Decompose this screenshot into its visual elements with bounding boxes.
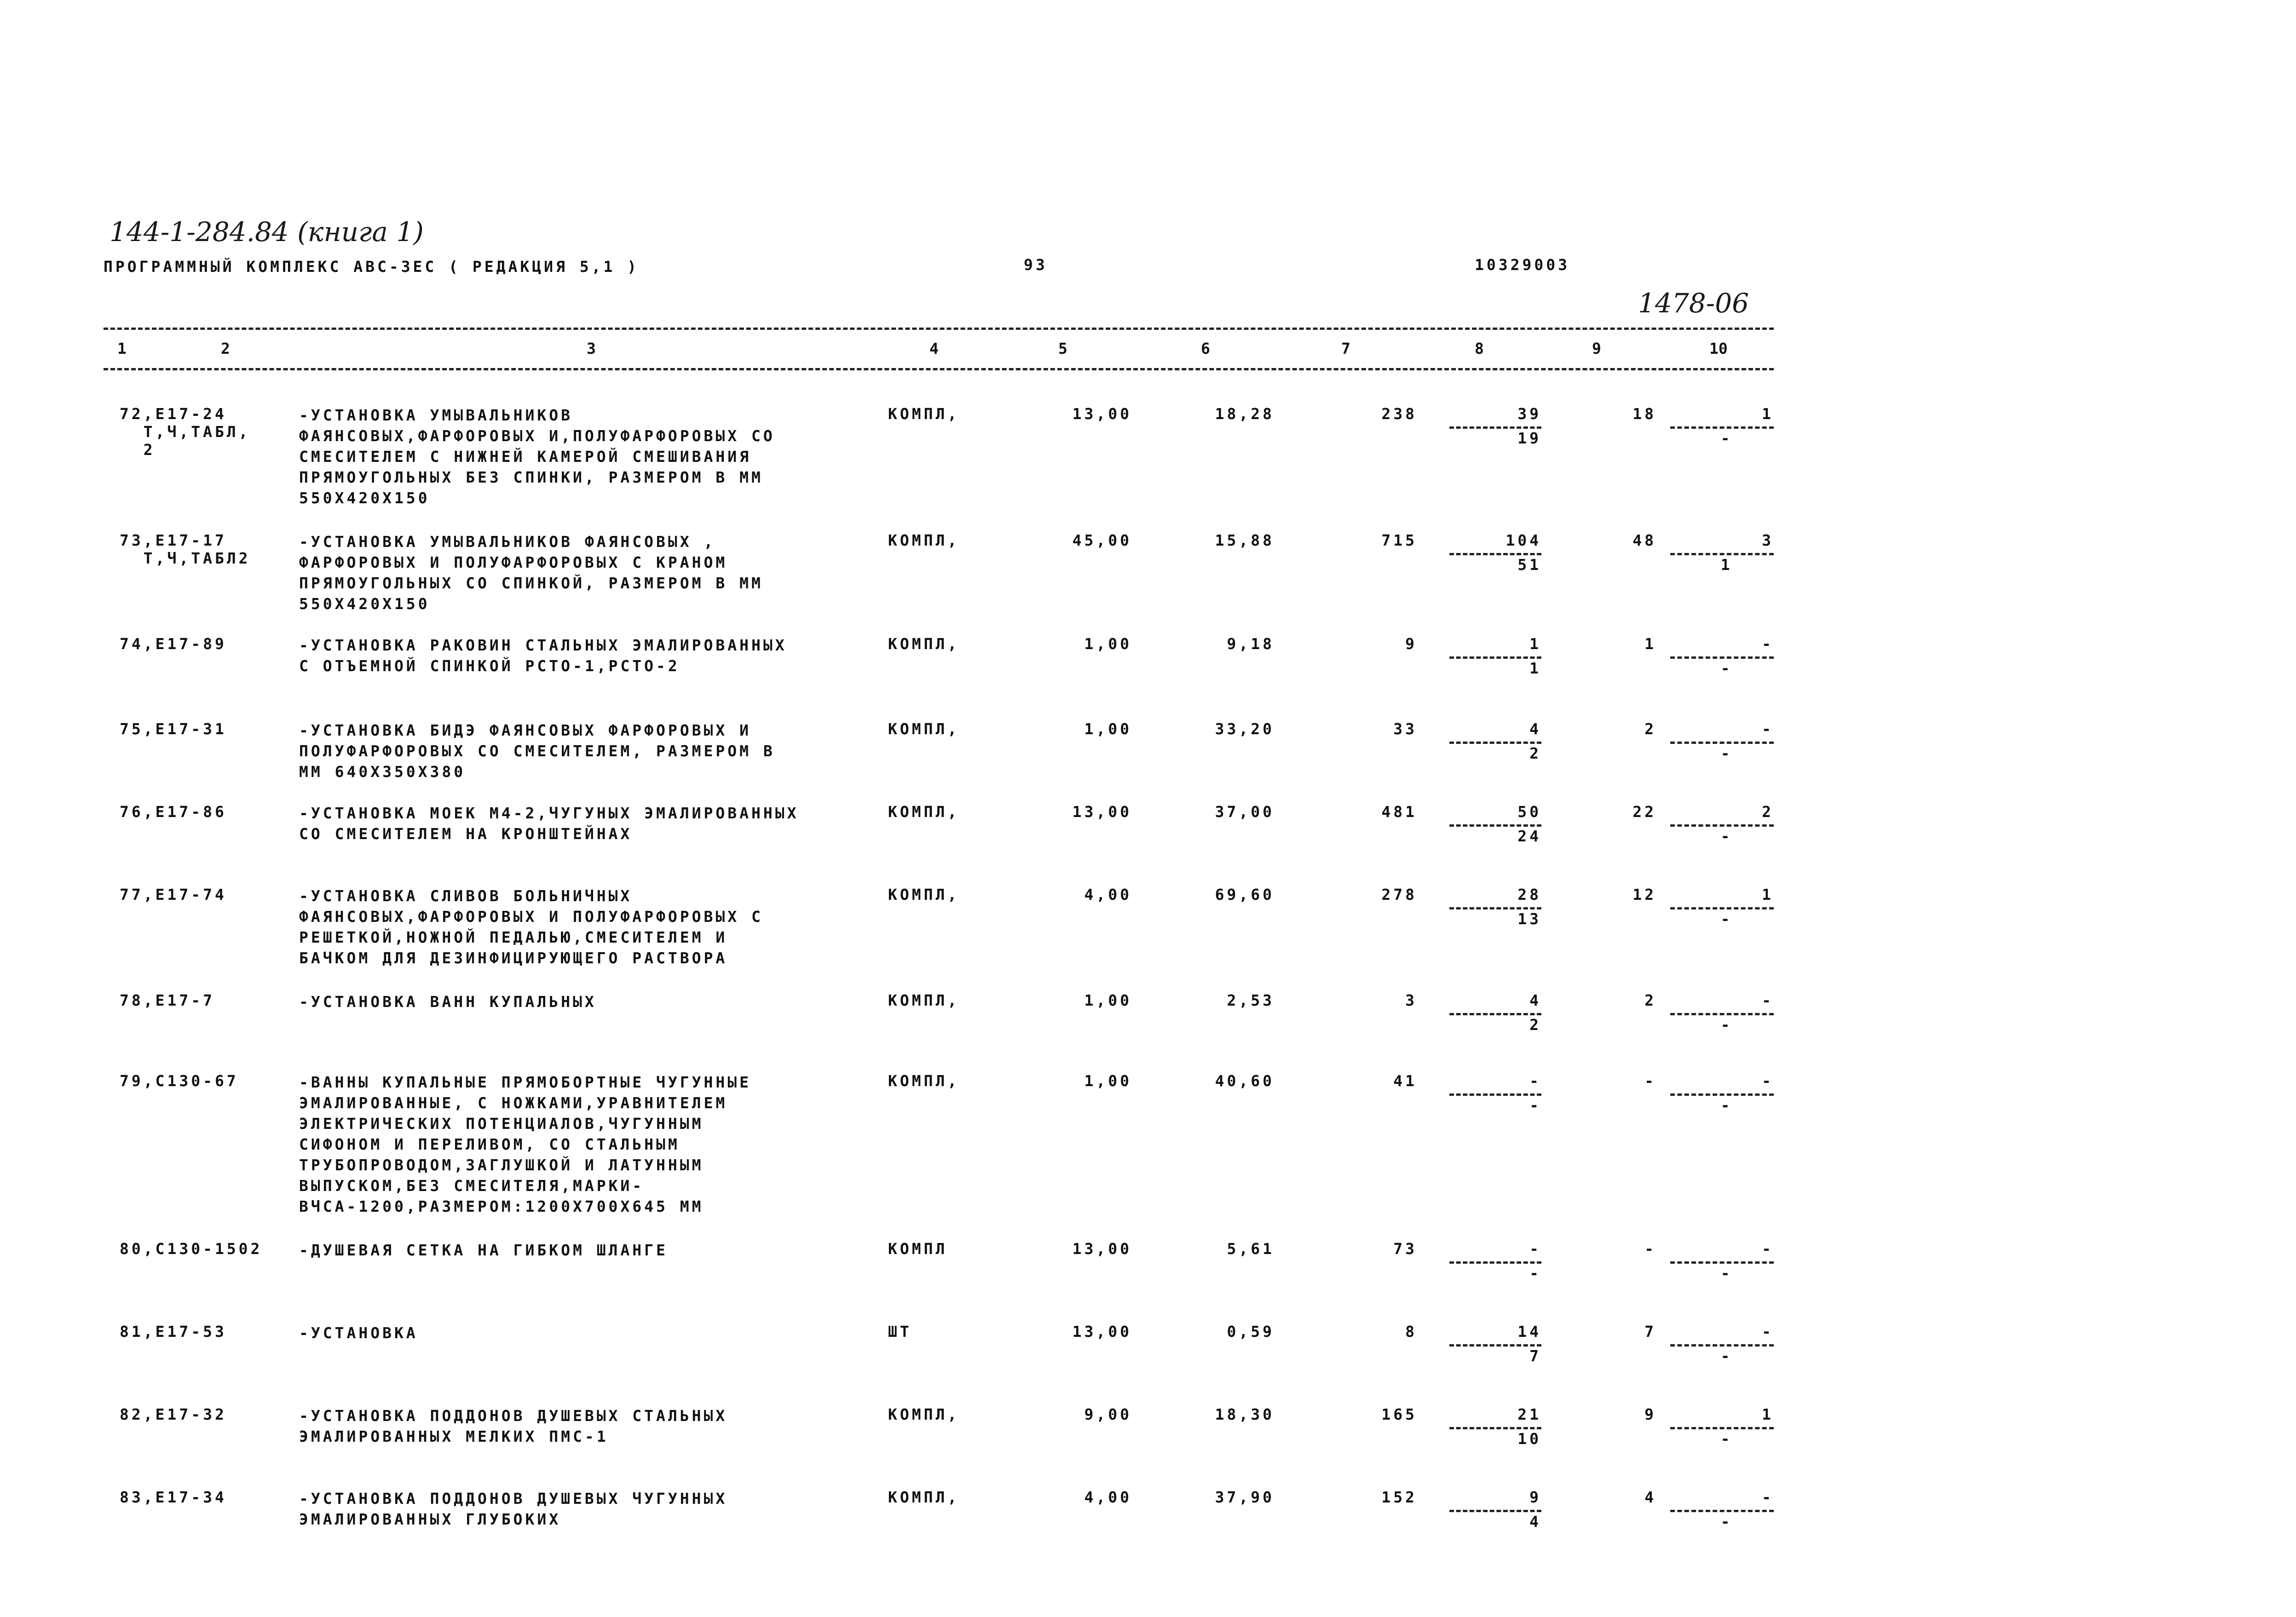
row-col9: 12 [1633,886,1656,903]
col-1: 1 [117,340,127,357]
row-unit: КОМПЛ, [888,1488,960,1506]
row-col8-fraction [1431,405,1541,450]
row-col10-bottom: - [1720,1096,1733,1114]
col-5: 5 [1058,340,1067,357]
fraction-bar [1670,553,1774,555]
col-10: 10 [1709,340,1728,357]
fraction-bar [1449,1261,1541,1264]
row-total-cost: 41 [1393,1072,1417,1090]
row-col8-fraction [1431,1323,1541,1368]
row-description: -УСТАНОВКА ПОДДОНОВ ДУШЕВЫХ СТАЛЬНЫХ ЭМАЛИРОВАННЫХ МЕЛКИХ ПМС-1 [299,1407,728,1445]
row-col8-bottom: 1 [1529,659,1541,677]
row-col10-bottom: - [1720,1347,1733,1365]
row-col8-bottom: 19 [1517,429,1541,447]
row-total-cost: 73 [1393,1240,1417,1258]
row-unit: КОМПЛ, [888,886,960,903]
row-col10-top: - [1762,991,1774,1009]
row-description: -УСТАНОВКА УМЫВАЛЬНИКОВ ФАЯНСОВЫХ,ФАРФОРОВЫХ И,ПОЛУФАРФОРОВЫХ СО СМЕСИТЕЛЕМ С НИЖНЕЙ КАМЕРОЙ СМЕШИВАНИЯ ПРЯМОУГОЛЬНЫХ БЕЗ СПИНКИ, РАЗМЕРОМ В ММ 550Х420Х150 [299,406,775,507]
row-col8-fraction [1431,886,1541,931]
row-col8-bottom: - [1529,1264,1541,1282]
row-col9: 2 [1644,991,1656,1009]
row-unit-cost: 5,61 [1227,1240,1275,1258]
row-unit-cost: 37,00 [1215,803,1275,821]
row-col8-top: 4 [1529,720,1541,738]
row-quantity: 1,00 [1084,991,1132,1009]
row-col10-top: - [1762,635,1774,653]
row-quantity: 13,00 [1072,803,1132,821]
fraction-bar [1449,656,1541,659]
row-col8-top: 50 [1517,803,1541,821]
row-col10-fraction [1661,803,1774,848]
row-code: 73,Е17-17 Т,Ч,ТАБЛ2 [120,531,251,567]
row-col9: 9 [1644,1405,1656,1423]
row-quantity: 13,00 [1072,1240,1132,1258]
row-total-cost: 165 [1381,1405,1417,1423]
row-col8-bottom: 10 [1517,1430,1541,1448]
row-col8-top: 9 [1529,1488,1541,1506]
row-col10-top: 1 [1762,886,1774,903]
row-col8-bottom: 2 [1529,1016,1541,1034]
row-code: 79,С130-67 [120,1072,239,1090]
row-col9: 7 [1644,1323,1656,1341]
fraction-bar [1670,824,1774,827]
row-code: 72,Е17-24 Т,Ч,ТАБЛ, 2 [120,405,251,459]
row-code: 80,С130-1502 [120,1240,263,1258]
column-numbers [104,340,1774,363]
handwritten-sheet-number: 1478-06 [1638,288,1749,319]
row-col10-fraction [1661,1488,1774,1533]
row-col10-bottom: 1 [1720,556,1733,574]
row-col9: 22 [1633,803,1656,821]
row-code: 78,Е17-7 [120,991,215,1009]
row-col8-bottom: 51 [1517,556,1541,574]
row-col9: 4 [1644,1488,1656,1506]
row-unit: КОМПЛ, [888,405,960,423]
row-col10-top: - [1762,1072,1774,1090]
fraction-bar [1670,742,1774,744]
row-col10-top: - [1762,1323,1774,1341]
row-col10-bottom: - [1720,744,1733,762]
row-col8-fraction [1431,720,1541,765]
fraction-bar [1449,1093,1541,1096]
row-col8-bottom: 4 [1529,1513,1541,1531]
row-unit-cost: 9,18 [1227,635,1275,653]
row-unit: КОМПЛ, [888,531,960,549]
row-code: 81,Е17-53 [120,1323,227,1341]
header-bottom-rule [104,368,1774,370]
row-code: 74,Е17-89 [120,635,227,653]
row-col8-fraction [1431,1240,1541,1285]
row-code: 82,Е17-32 [120,1405,227,1423]
row-col10-bottom: - [1720,1264,1733,1282]
handwritten-code: 144-1-284.84 (книга 1) [110,216,424,247]
row-col8-top: 39 [1517,405,1541,423]
col-2: 2 [221,340,230,357]
row-col10-bottom: - [1720,429,1733,447]
row-col10-top: - [1762,1240,1774,1258]
row-col10-top: 1 [1762,405,1774,423]
row-quantity: 9,00 [1084,1405,1132,1423]
fraction-bar [1670,1510,1774,1512]
row-col9: 1 [1644,635,1656,653]
row-col10-bottom: - [1720,827,1733,845]
fraction-bar [1449,824,1541,827]
row-unit: КОМПЛ, [888,803,960,821]
row-col9: - [1644,1072,1656,1090]
row-unit-cost: 2,53 [1227,991,1275,1009]
row-total-cost: 33 [1393,720,1417,738]
row-col9: 2 [1644,720,1656,738]
col-9: 9 [1592,340,1601,357]
row-col8-bottom: 24 [1517,827,1541,845]
header-top-rule [104,328,1774,330]
row-col8-fraction [1431,1488,1541,1533]
fraction-bar [1670,1093,1774,1096]
row-unit: КОМПЛ, [888,991,960,1009]
row-col8-top: - [1529,1072,1541,1090]
row-col8-top: 1 [1529,635,1541,653]
row-description: -УСТАНОВКА ВАНН КУПАЛЬНЫХ [299,993,597,1011]
row-col10-top: 3 [1762,531,1774,549]
row-col8-top: 4 [1529,991,1541,1009]
row-col10-bottom: - [1720,659,1733,677]
row-unit-cost: 37,90 [1215,1488,1275,1506]
row-unit: ШТ [888,1323,912,1341]
row-description: -УСТАНОВКА [299,1324,418,1342]
fraction-bar [1670,656,1774,659]
row-unit-cost: 18,28 [1215,405,1275,423]
row-col10-fraction [1661,635,1774,680]
col-4: 4 [929,340,939,357]
row-col10-fraction [1661,991,1774,1036]
row-col8-fraction [1431,803,1541,848]
row-unit-cost: 40,60 [1215,1072,1275,1090]
row-total-cost: 278 [1381,886,1417,903]
fraction-bar [1449,426,1541,429]
row-col10-fraction [1661,1323,1774,1368]
row-code: 76,Е17-86 [120,803,227,821]
row-col10-top: 2 [1762,803,1774,821]
fraction-bar [1670,426,1774,429]
row-col8-fraction [1431,1072,1541,1117]
row-col10-top: 1 [1762,1405,1774,1423]
row-col10-bottom: - [1720,910,1733,928]
fraction-bar [1449,1427,1541,1429]
fraction-bar [1449,1013,1541,1015]
fraction-bar [1670,1261,1774,1264]
row-unit-cost: 15,88 [1215,531,1275,549]
col-8: 8 [1475,340,1484,357]
row-description: -УСТАНОВКА БИДЭ ФАЯНСОВЫХ ФАРФОРОВЫХ И ПОЛУФАРФОРОВЫХ СО СМЕСИТЕЛЕМ, РАЗМЕРОМ В ММ 640Х350Х380 [299,721,775,781]
row-total-cost: 9 [1405,635,1417,653]
row-unit: КОМПЛ, [888,1405,960,1423]
row-unit: КОМПЛ, [888,720,960,738]
row-col10-bottom: - [1720,1430,1733,1448]
row-total-cost: 8 [1405,1323,1417,1341]
row-total-cost: 152 [1381,1488,1417,1506]
row-col8-fraction [1431,635,1541,680]
row-code: 75,Е17-31 [120,720,227,738]
row-unit-cost: 69,60 [1215,886,1275,903]
row-col8-bottom: 13 [1517,910,1541,928]
fraction-bar [1449,1344,1541,1347]
document-number: 10329003 [1475,256,1570,274]
row-unit: КОМПЛ [888,1240,948,1258]
row-col8-top: 104 [1506,531,1541,549]
row-col9: - [1644,1240,1656,1258]
row-col8-top: 14 [1517,1323,1541,1341]
row-total-cost: 715 [1381,531,1417,549]
row-total-cost: 481 [1381,803,1417,821]
row-col9: 48 [1633,531,1656,549]
col-7: 7 [1341,340,1350,357]
fraction-bar [1449,742,1541,744]
program-title: ПРОГРАММНЫЙ КОМПЛЕКС АВС-3ЕС ( РЕДАКЦИЯ 5,1 ) [104,258,640,276]
row-col10-fraction [1661,720,1774,765]
row-unit: КОМПЛ, [888,1072,960,1090]
row-col8-bottom: 2 [1529,744,1541,762]
row-col9: 18 [1633,405,1656,423]
row-col8-fraction [1431,991,1541,1036]
row-total-cost: 3 [1405,991,1417,1009]
row-code: 77,Е17-74 [120,886,227,903]
row-quantity: 13,00 [1072,405,1132,423]
row-unit-cost: 18,30 [1215,1405,1275,1423]
fraction-bar [1670,907,1774,909]
row-description: -УСТАНОВКА ПОДДОНОВ ДУШЕВЫХ ЧУГУННЫХ ЭМАЛИРОВАННЫХ ГЛУБОКИХ [299,1490,728,1528]
col-3: 3 [587,340,596,357]
row-quantity: 13,00 [1072,1323,1132,1341]
row-unit: КОМПЛ, [888,635,960,653]
col-6: 6 [1201,340,1210,357]
row-quantity: 4,00 [1084,1488,1132,1506]
row-code: 83,Е17-34 [120,1488,227,1506]
row-col10-fraction [1661,531,1774,576]
row-col10-bottom: - [1720,1513,1733,1531]
row-description: -ВАННЫ КУПАЛЬНЫЕ ПРЯМОБОРТНЫЕ ЧУГУННЫЕ ЭМАЛИРОВАННЫЕ, С НОЖКАМИ,УРАВНИТЕЛЕМ ЭЛЕКТРИЧЕСКИХ ПОТЕНЦИАЛОВ,ЧУГУННЫМ СИФОНОМ И ПЕРЕЛИВОМ, СО СТАЛЬНЫМ ТРУБОПРОВОДОМ,ЗАГЛУШКОЙ И ЛАТУННЫМ ВЫПУСКОМ,БЕЗ СМЕСИТЕЛЯ,МАРКИ- ВЧСА-1200,РАЗМЕРОМ:1200Х700Х645 ММ [299,1073,751,1215]
row-col10-fraction [1661,886,1774,931]
row-col10-top: - [1762,1488,1774,1506]
row-col8-fraction [1431,531,1541,576]
row-quantity: 1,00 [1084,1072,1132,1090]
fraction-bar [1449,907,1541,909]
fraction-bar [1449,1510,1541,1512]
row-col8-top: 28 [1517,886,1541,903]
row-col10-fraction [1661,1405,1774,1450]
row-col10-fraction [1661,1240,1774,1285]
row-col8-bottom: - [1529,1096,1541,1114]
fraction-bar [1670,1427,1774,1429]
fraction-bar [1670,1013,1774,1015]
row-col8-fraction [1431,1405,1541,1450]
row-total-cost: 238 [1381,405,1417,423]
row-unit-cost: 0,59 [1227,1323,1275,1341]
fraction-bar [1670,1344,1774,1347]
row-quantity: 1,00 [1084,720,1132,738]
page-number: 93 [1024,256,1048,274]
row-col10-bottom: - [1720,1016,1733,1034]
row-quantity: 45,00 [1072,531,1132,549]
row-col10-fraction [1661,1072,1774,1117]
row-unit-cost: 33,20 [1215,720,1275,738]
row-description: -ДУШЕВАЯ СЕТКА НА ГИБКОМ ШЛАНГЕ [299,1241,668,1259]
row-col10-fraction [1661,405,1774,450]
row-col8-top: - [1529,1240,1541,1258]
row-quantity: 1,00 [1084,635,1132,653]
row-description: -УСТАНОВКА УМЫВАЛЬНИКОВ ФАЯНСОВЫХ , ФАРФОРОВЫХ И ПОЛУФАРФОРОВЫХ С КРАНОМ ПРЯМОУГОЛЬНЫХ СО СПИНКОЙ, РАЗМЕРОМ В ММ 550Х420Х150 [299,533,763,613]
row-col8-top: 21 [1517,1405,1541,1423]
row-col10-top: - [1762,720,1774,738]
row-quantity: 4,00 [1084,886,1132,903]
row-description: -УСТАНОВКА СЛИВОВ БОЛЬНИЧНЫХ ФАЯНСОВЫХ,ФАРФОРОВЫХ И ПОЛУФАРФОРОВЫХ С РЕШЕТКОЙ,НОЖНОЙ ПЕДАЛЬЮ,СМЕСИТЕЛЕМ И БАЧКОМ ДЛЯ ДЕЗИНФИЦИРУЮЩЕГО РАСТВОРА [299,887,763,967]
row-description: -УСТАНОВКА РАКОВИН СТАЛЬНЫХ ЭМАЛИРОВАННЫХ С ОТЪЕМНОЙ СПИНКОЙ РСТО-1,РСТО-2 [299,636,787,675]
row-description: -УСТАНОВКА МОЕК М4-2,ЧУГУНЫХ ЭМАЛИРОВАННЫХ СО СМЕСИТЕЛЕМ НА КРОНШТЕЙНАХ [299,804,799,843]
row-col8-bottom: 7 [1529,1347,1541,1365]
fraction-bar [1449,553,1541,555]
